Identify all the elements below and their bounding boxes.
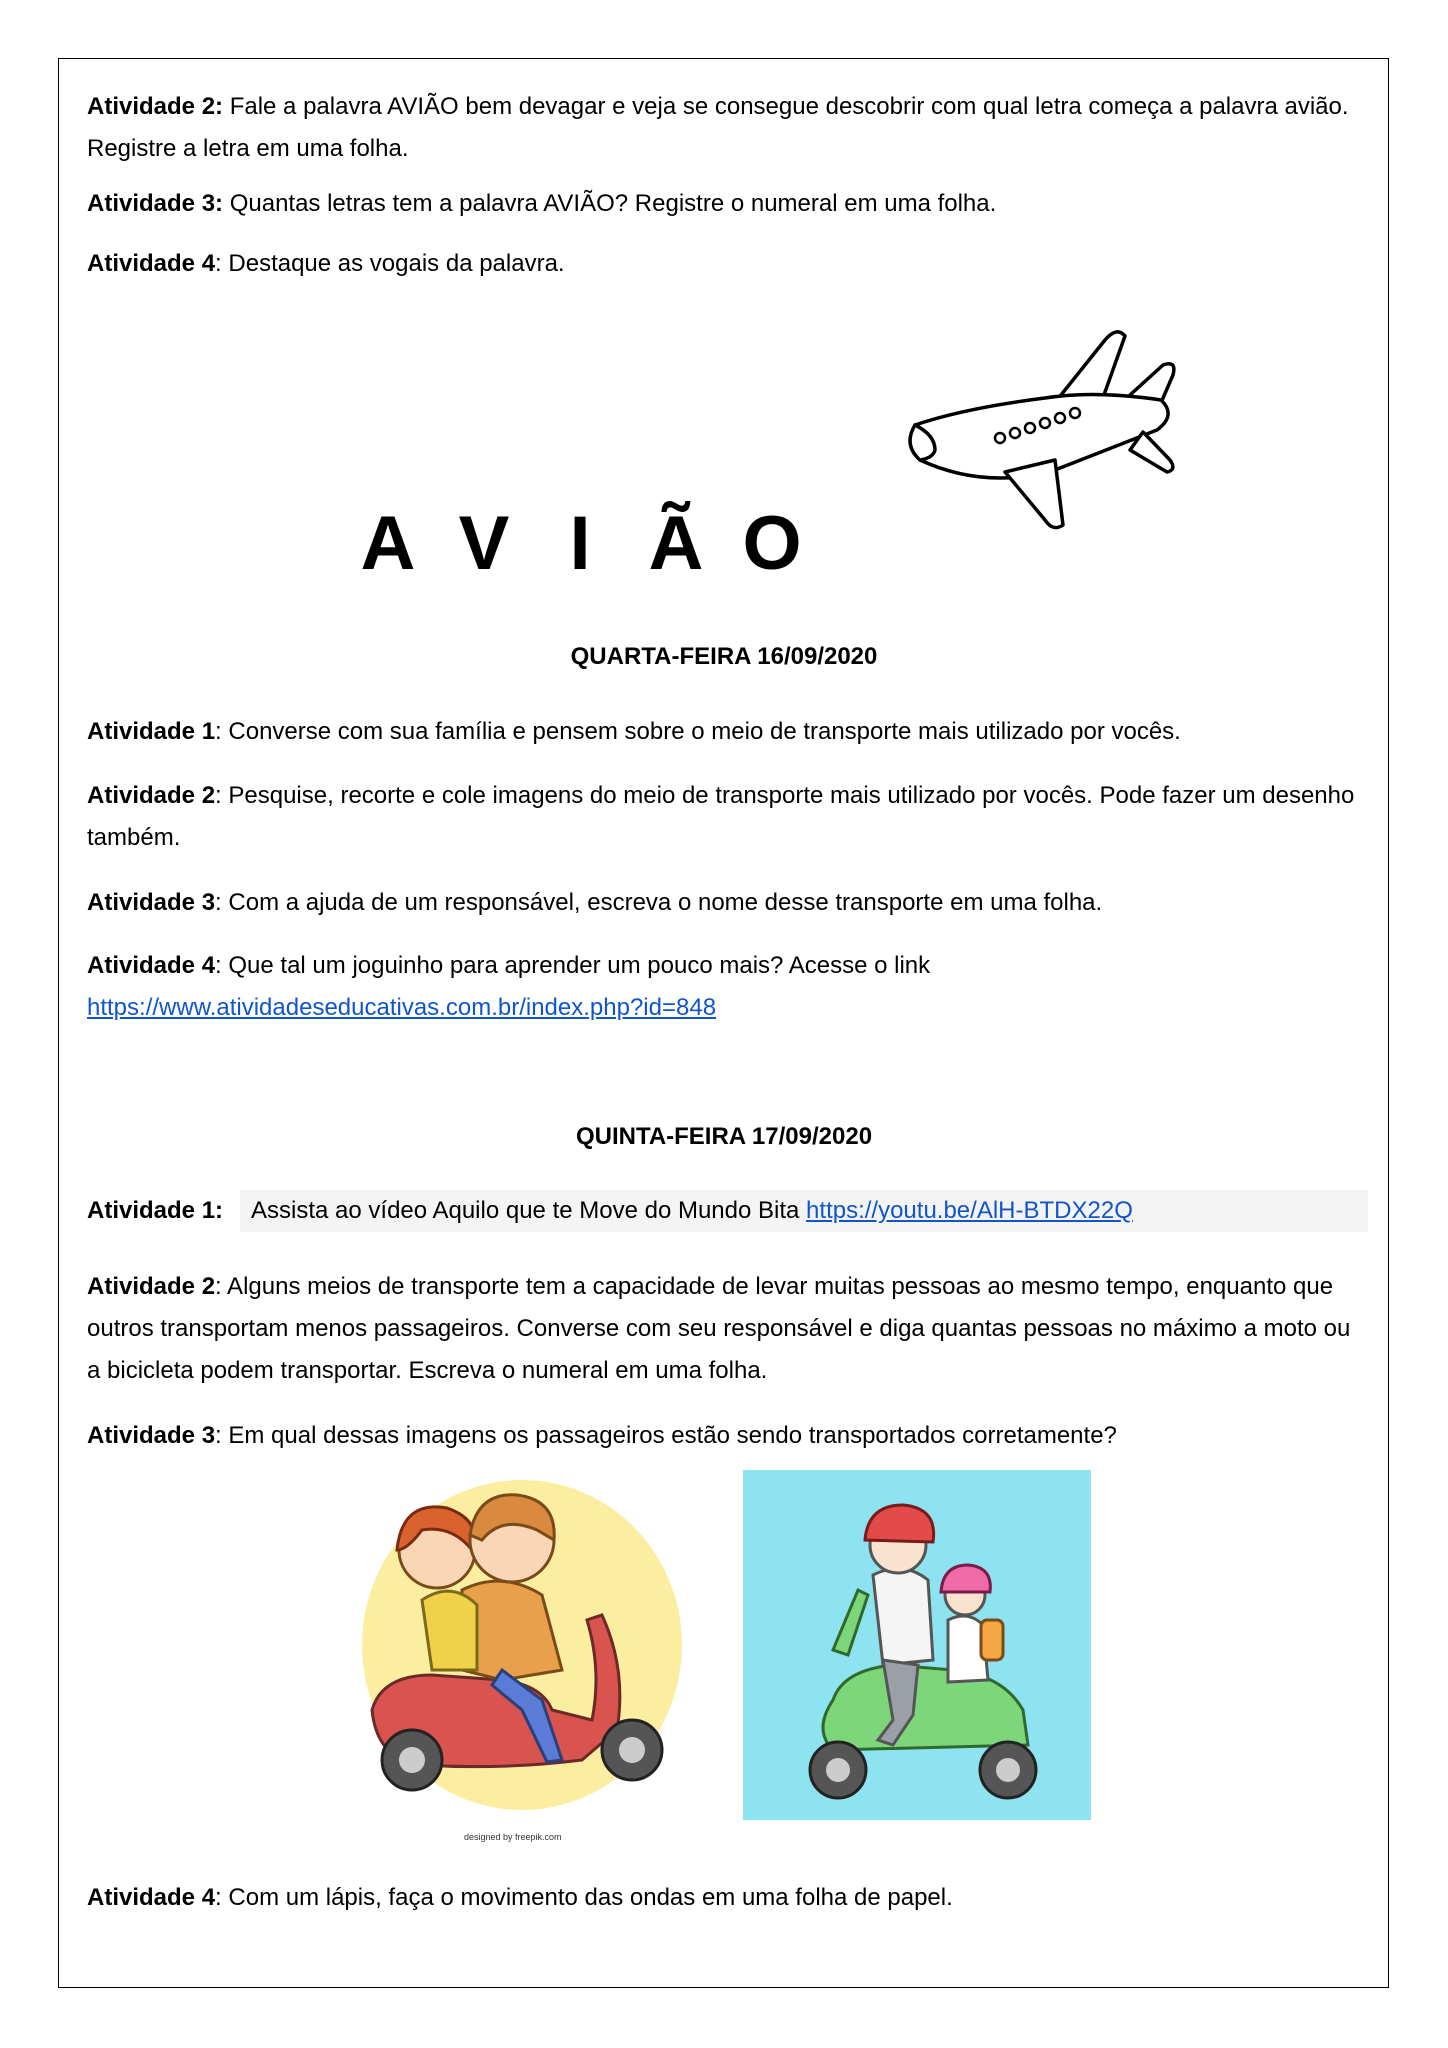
activity-text: Quantas letras tem a palavra AVIÃO? Registre o numeral em uma folha.: [223, 190, 997, 217]
activity-label: Atividade 3: [87, 889, 216, 916]
activity-2-quarta: [87, 775, 1357, 859]
activity-label: Atividade 4: [87, 952, 216, 979]
airplane-icon: [895, 320, 1185, 535]
activity-label: Atividade 1:: [87, 1197, 224, 1224]
activity-text: : Que tal um joguinho para aprender um pouco mais? Acesse o link: [215, 952, 931, 979]
letter: V: [458, 501, 510, 586]
letter: O: [742, 501, 802, 586]
activity-text: : Em qual dessas imagens os passageiros estão sendo transportados corretamente?: [215, 1422, 1117, 1449]
letter: A: [360, 501, 416, 586]
activity-text: : Alguns meios de transporte tem a capacidade de levar muitas pessoas ao mesmo tempo, enquanto que outros transportam menos passageiros. Converse com seu responsável e diga quantas pessoas no máximo a moto ou a bicicleta podem transportar. Escreva o numeral em uma folha.: [87, 1273, 1351, 1384]
activity-label: Atividade 3: [87, 1422, 216, 1449]
big-word-aviao: [340, 500, 820, 587]
video-link[interactable]: https://youtu.be/AlH-BTDX22Q: [806, 1197, 1133, 1224]
activity-1-quarta: [87, 711, 1357, 753]
activity-4-quinta: [87, 1877, 1357, 1919]
activity-label: Atividade 3:: [87, 190, 224, 217]
activity-label: Atividade 2:: [87, 93, 224, 120]
activity-label: Atividade 1: [87, 718, 216, 745]
day-heading-quinta: QUINTA-FEIRA 17/09/2020: [575, 1123, 873, 1150]
activity-4-avião: [87, 243, 1357, 285]
letter: I: [569, 501, 591, 586]
scooter-mother-child-illustration: [743, 1470, 1091, 1820]
activity-text: Assista ao vídeo Aquilo que te Move do Mundo Bita: [251, 1197, 807, 1224]
activity-text: : Pesquise, recorte e cole imagens do meio de transporte mais utilizado por vocês. Pode fazer um desenho também.: [87, 782, 1355, 851]
image-credit: designed by freepik.com: [464, 1832, 562, 1842]
activity-label: Atividade 4: [87, 1884, 216, 1911]
activity-text: : Converse com sua família e pensem sobre o meio de transporte mais utilizado por vocês.: [215, 718, 1181, 745]
activity-3-avião: [87, 183, 1357, 225]
activity-4-quarta: [87, 945, 1357, 1029]
day-heading-quarta: QUARTA-FEIRA 16/09/2020: [570, 643, 878, 670]
activity-3-quarta: [87, 882, 1357, 924]
letter: Ã: [648, 501, 704, 586]
activity-text: Fale a palavra AVIÃO bem devagar e veja se consegue descobrir com qual letra começa a palavra avião. Registre a letra em uma folha.: [87, 93, 1349, 162]
activity-label: Atividade 4: [87, 250, 216, 277]
activity-2-quinta: [87, 1266, 1357, 1392]
activity-text: : Com a ajuda de um responsável, escreva o nome desse transporte em uma folha.: [215, 889, 1103, 916]
activity-label: Atividade 2: [87, 1273, 216, 1300]
activity-3-quinta: [87, 1415, 1357, 1457]
activity-1-quinta: [87, 1190, 1357, 1232]
activity-label: Atividade 2: [87, 782, 216, 809]
activity-text: : Com um lápis, faça o movimento das ondas em uma folha de papel.: [215, 1884, 953, 1911]
games-link[interactable]: https://www.atividadeseducativas.com.br/index.php?id=848: [87, 994, 717, 1021]
scooter-couple-illustration: [352, 1470, 687, 1820]
activity-2-avião: [87, 86, 1357, 170]
activity-text: : Destaque as vogais da palavra.: [215, 250, 565, 277]
